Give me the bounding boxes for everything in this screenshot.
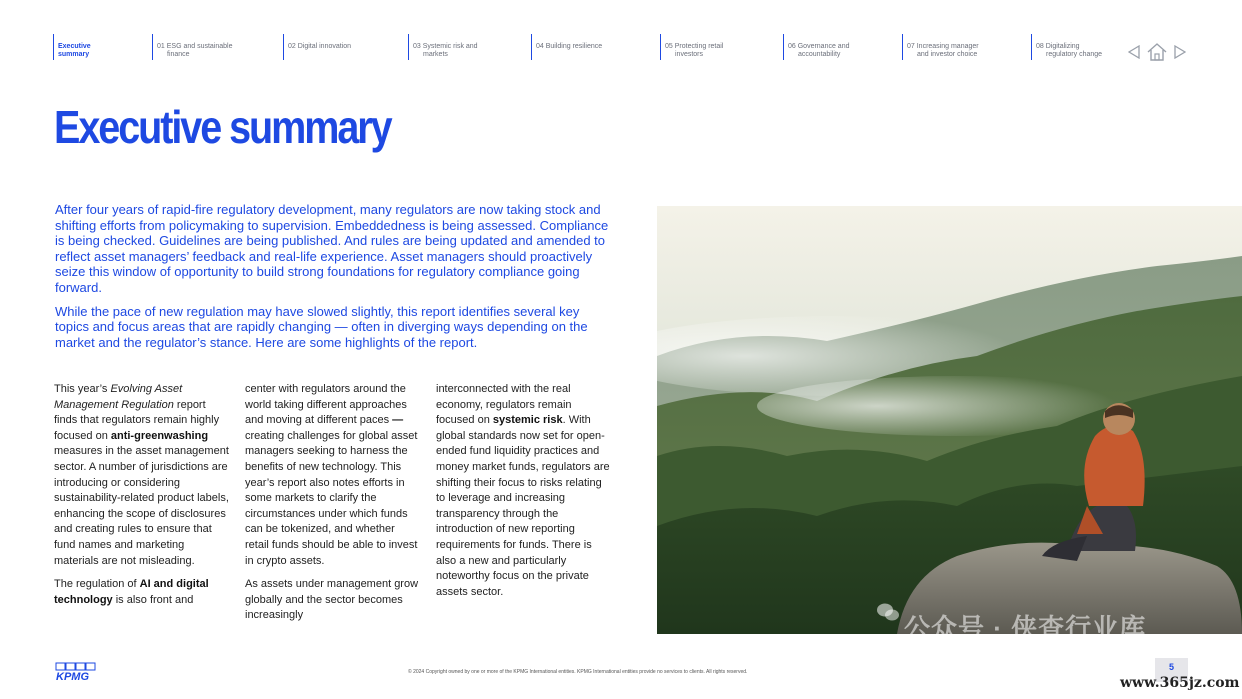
- prev-arrow-icon[interactable]: [1128, 45, 1140, 59]
- page-title: Executive summary: [54, 101, 391, 153]
- col1-paragraph-1: [54, 382, 230, 569]
- text-run: center with regulators around the world taking different approaches and moving at different paces: [245, 383, 407, 427]
- nav-item-line1: 05 Protecting retail: [665, 43, 724, 50]
- nav-item-line2: markets: [423, 51, 448, 58]
- home-icon[interactable]: [1146, 42, 1168, 62]
- nav-item-esg[interactable]: [152, 34, 233, 60]
- nav-item-digitalizing[interactable]: [1031, 34, 1102, 60]
- text-run: measures in the asset management sector. A number of jurisdictions are introducing or considering sustainability-related product labels, enhancing the scope of disclosures and creating rules to ensure that fund names and marketing materials are not misleading.: [54, 445, 229, 567]
- intro-paragraph-2: While the pace of new regulation may have slowed slightly, this report identifies several key topics and focus areas that are rapidly changing — often in diverging ways depending on the market and the regulator’s stance. Here are some highlights of the report.: [55, 303, 588, 350]
- nav-item-line1: 01 ESG and sustainable: [157, 43, 233, 50]
- nav-item-line2: regulatory change: [1046, 51, 1103, 58]
- nav-item-digital-innovation[interactable]: [283, 34, 351, 60]
- text-run: creating challenges for global asset managers seeking to harness the benefits of new technology. This year’s report also notes efforts in some markets to clarify the circumstances under which funds can be tokenized, and whether retail funds should be able to invest in crypto assets.: [245, 429, 418, 567]
- landscape-illustration: [657, 206, 1242, 634]
- nav-item-line2: accountability: [798, 51, 841, 58]
- nav-item-executive-summary[interactable]: [53, 34, 91, 60]
- nav-item-line1: Executive: [58, 43, 91, 50]
- bold-keyword: systemic risk: [492, 414, 563, 427]
- nav-item-governance[interactable]: [783, 34, 850, 60]
- bold-keyword: anti-greenwashing: [110, 429, 209, 442]
- nav-controls: [1128, 41, 1186, 63]
- intro-paragraph-1: After four years of rapid-fire regulatory development, many regulators are now taking stock and shifting efforts from policymaking to supervision. Embeddedness is being assessed. Compliance is being checked. Guidelines are being published. And rules are being updated and amended to reflect asset managers’ feedback and real-life experience. Asset managers should proactively seize this window of opportunity to build strong foundations for regulatory compliance going forward.: [55, 202, 609, 295]
- text-run: The regulation of: [54, 578, 140, 591]
- text-run: This year’s: [54, 383, 111, 395]
- body-column-3: [436, 382, 612, 600]
- report-title-italic: Evolving Asset Management Regulation: [54, 383, 183, 411]
- hero-photo: [657, 206, 1242, 634]
- body-column-1: [54, 382, 230, 608]
- intro-text: [55, 202, 611, 350]
- col2-paragraph-1: [245, 382, 421, 569]
- nav-item-line2: and investor choice: [917, 51, 978, 58]
- section-nav: [0, 34, 1242, 62]
- text-run: interconnected with the real economy, regulators remain focused on: [436, 383, 572, 427]
- nav-item-protecting-retail[interactable]: [660, 34, 723, 60]
- nav-item-line1: 06 Governance and: [788, 43, 850, 50]
- nav-item-line1: 02 Digital innovation: [288, 43, 352, 50]
- kpmg-logo: [54, 662, 100, 682]
- copyright-notice: © 2024 Copyright owned by one or more of the KPMG International entities. KPMG International entities provide no services to clients. All rights reserved.: [408, 669, 748, 675]
- nav-item-line1: 07 Increasing manager: [907, 43, 979, 50]
- nav-item-line2: investors: [675, 51, 704, 58]
- site-watermark: www.365jz.com: [1120, 675, 1240, 691]
- nav-item-line1: 04 Building resilience: [536, 43, 603, 50]
- text-run: is also front and: [112, 593, 194, 606]
- text-run: . With global standards now set for open-ended fund liquidity practices and money market funds, regulators are shifting their focus to risks relating to leverage and increasing transparency through the introduction of new reporting requirements for funds. There is also a new and particularly noteworthy focus on the private assets sector.: [436, 414, 610, 598]
- logo-text: KPMG: [56, 671, 89, 682]
- nav-item-systemic-risk[interactable]: [408, 34, 478, 60]
- nav-item-line2: summary: [58, 51, 90, 58]
- nav-item-line2: finance: [167, 51, 190, 58]
- next-arrow-icon[interactable]: [1174, 45, 1186, 59]
- em-dash: —: [392, 414, 404, 427]
- col2-paragraph-2: As assets under management grow globally and the sector becomes increasingly: [245, 578, 419, 622]
- bold-keyword: AI and digital technology: [54, 578, 209, 606]
- col1-paragraph-2: [54, 577, 230, 608]
- wechat-icon: [876, 600, 900, 624]
- nav-item-manager-choice[interactable]: [902, 34, 979, 60]
- nav-item-building-resilience[interactable]: [531, 34, 602, 60]
- nav-item-line1: 03 Systemic risk and: [413, 43, 478, 50]
- page-number: 5: [1155, 658, 1188, 682]
- watermark-text: 公众号 · 侠查行业库: [904, 613, 1147, 643]
- nav-item-line1: 08 Digitalizing: [1036, 43, 1080, 50]
- col3-paragraph-1: [436, 382, 612, 600]
- text-run: report finds that regulators remain highly focused on: [54, 398, 220, 442]
- body-column-2: [245, 382, 421, 624]
